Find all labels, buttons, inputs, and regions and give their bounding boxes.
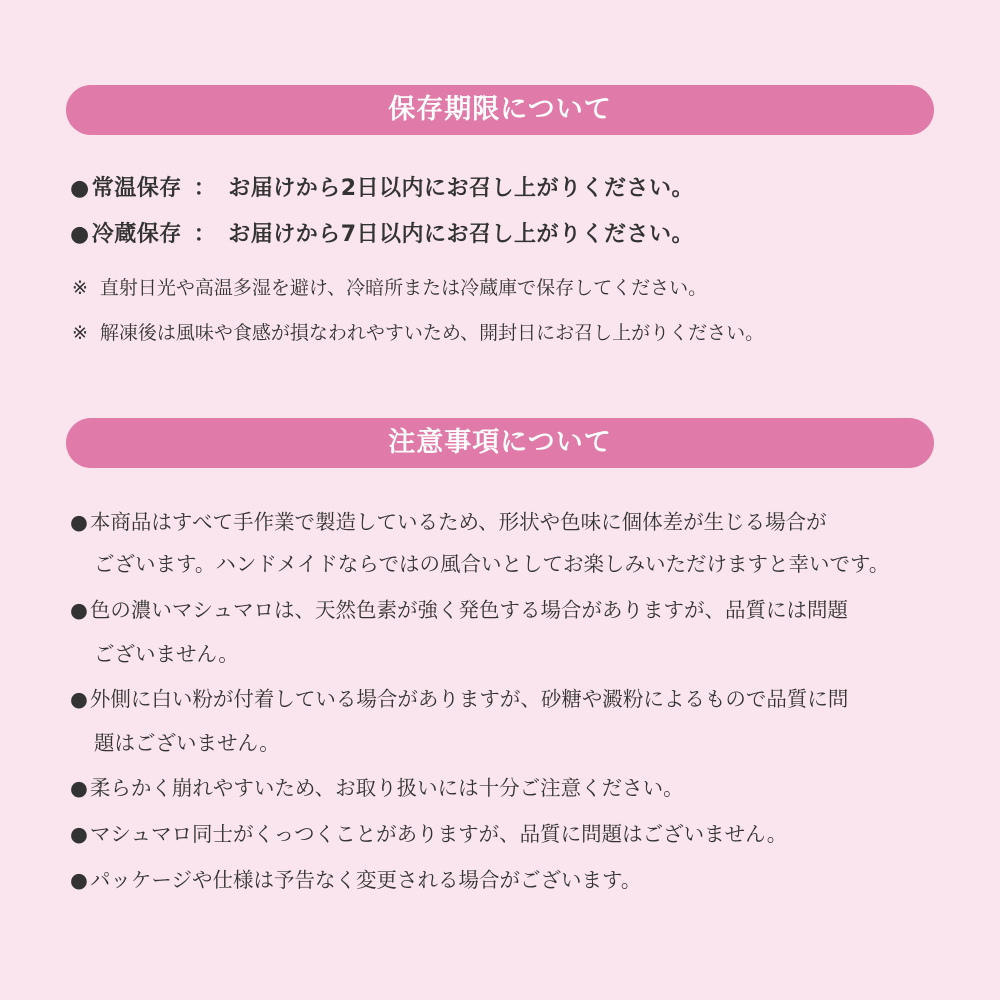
- caution-item-text: 外側に白い粉が付着している場合がありますが、砂糖や澱粉によるもので品質に問: [89, 687, 849, 711]
- storage-row-room-temp: [70, 171, 694, 202]
- caution-item: [70, 505, 827, 535]
- bullet-icon: ●: [70, 868, 88, 892]
- caution-item: [70, 771, 684, 801]
- caution-item: [70, 593, 848, 623]
- caution-item: [70, 817, 787, 847]
- bullet-icon: ●: [70, 687, 88, 711]
- storage-label: 常温保存: [91, 176, 182, 201]
- bullet-icon: ●: [70, 176, 90, 201]
- caution-item-continuation: ございません。: [94, 642, 239, 666]
- caution-item-text: パッケージや仕様は予告なく変更される場合がございます。: [89, 868, 642, 892]
- storage-note: [72, 273, 707, 300]
- caution-item-text: 柔らかく崩れやすいため、お取り扱いには十分ご注意ください。: [89, 776, 684, 800]
- caution-item-text: 色の濃いマシュマロは、天然色素が強く発色する場合がありますが、品質には問題: [89, 598, 848, 622]
- bullet-icon: ●: [70, 776, 88, 800]
- caution-section-header: 注意事項について: [66, 418, 934, 468]
- storage-section-header: 保存期限について: [66, 85, 934, 135]
- bullet-icon: ●: [70, 510, 88, 534]
- bullet-icon: ●: [70, 598, 88, 622]
- storage-label: 冷蔵保存: [91, 222, 182, 247]
- caution-item-text: 本商品はすべて手作業で製造しているため、形状や色味に個体差が生じる場合が: [89, 510, 827, 534]
- storage-note: [72, 318, 764, 345]
- separator: ：: [193, 176, 217, 201]
- storage-row-refrigerated: [70, 217, 694, 248]
- storage-text: お届けから2日以内にお召し上がりください。: [228, 176, 695, 201]
- caution-item-continuation: ございます。ハンドメイドならではの風合いとしてお楽しみいただけますと幸いです。: [94, 552, 890, 576]
- caution-item: [70, 682, 848, 712]
- storage-note-text: 直射日光や高温多湿を避け、冷暗所または冷蔵庫で保存してください。: [99, 277, 708, 299]
- note-mark-icon: ※: [72, 277, 88, 299]
- caution-item-continuation: 題はございません。: [94, 731, 280, 755]
- bullet-icon: ●: [70, 822, 88, 846]
- storage-text: お届けから7日以内にお召し上がりください。: [228, 222, 695, 247]
- caution-item-text: マシュマロ同士がくっつくことがありますが、品質に問題はございません。: [89, 822, 788, 846]
- bullet-icon: ●: [70, 222, 90, 247]
- storage-note-text: 解凍後は風味や食感が損なわれやすいため、開封日にお召し上がりください。: [99, 322, 765, 344]
- separator: ：: [193, 222, 217, 247]
- caution-item: [70, 863, 641, 893]
- note-mark-icon: ※: [72, 322, 88, 344]
